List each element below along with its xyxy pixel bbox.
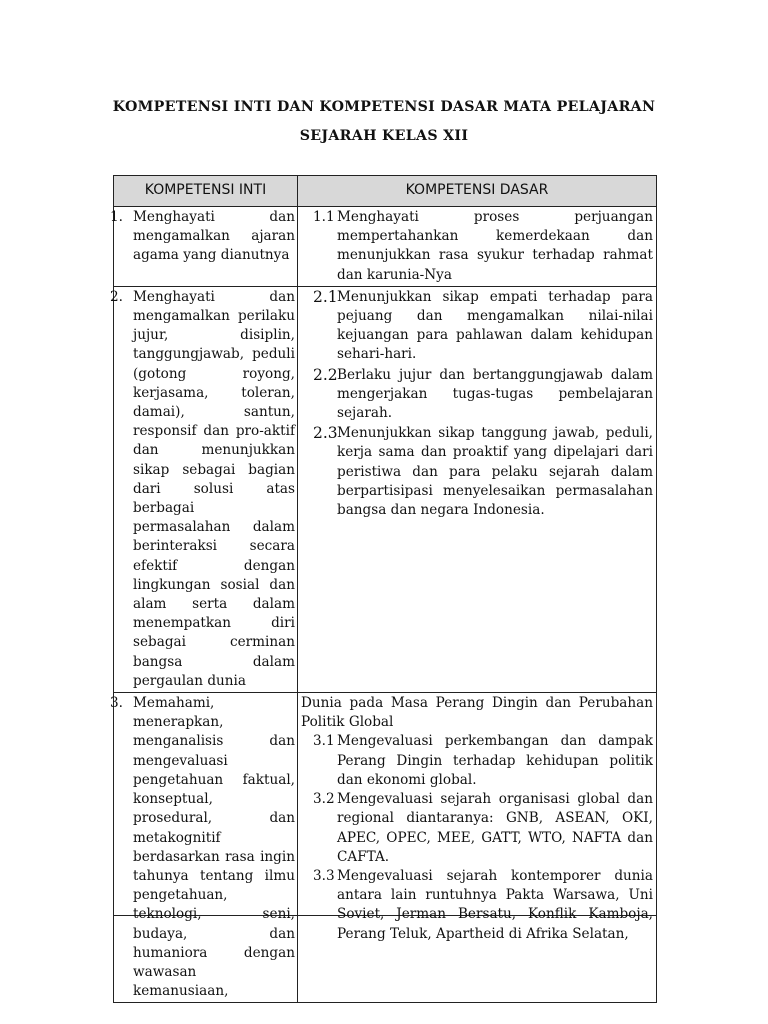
kd-item <box>301 732 653 790</box>
kd-number: 1.1 <box>313 209 335 225</box>
kd-text: Mengevaluasi sejarah kontemporer dunia antara lain runtuhnya Pakta Warsawa, Uni Soviet, Jerman Bersatu, Konflik Kamboja, Perang Teluk, Apartheid di Afrika Selatan, <box>337 867 653 942</box>
ki-cell <box>110 693 298 1003</box>
kd-text: Menghayati proses perjuangan mempertahankan kemerdekaan dan menunjukkan rasa syukur terhadap rahmat dan karunia-Nya <box>337 209 653 283</box>
kd-cell <box>298 693 657 1003</box>
document-title <box>100 93 668 151</box>
table-row <box>114 207 657 287</box>
kd-number: 3.2 <box>313 791 335 808</box>
ki-number: 2. <box>110 288 123 305</box>
kd-section-heading: Dunia pada Masa Perang Dingin dan Perubahan Politik Global <box>301 695 653 731</box>
kd-cell <box>298 207 657 287</box>
table-row <box>114 693 657 1003</box>
ki-cell <box>110 207 298 287</box>
kd-item <box>301 208 653 285</box>
ki-cell <box>110 286 298 692</box>
kd-cell <box>298 286 657 692</box>
kd-text: Mengevaluasi sejarah organisasi global dan regional diantaranya: GNB, ASEAN, OKI, APEC, OPEC, MEE, GATT, WTO, NAFTA dan CAFTA. <box>337 791 653 865</box>
kd-number: 3.3 <box>313 867 335 884</box>
kd-item <box>301 366 653 424</box>
title-line-2: SEJARAH KELAS XII <box>299 128 469 144</box>
kd-text: Menunjukkan sikap tanggung jawab, peduli, kerja sama dan proaktif yang dipelajari dari peristiwa dan para pelaku sejarah dalam berpartisipasi menyelesaikan permasalahan bangsa dan negara Indonesia. <box>337 425 653 519</box>
kd-number: 2.2 <box>313 365 338 384</box>
header-kompetensi-dasar: KOMPETENSI DASAR <box>298 176 657 207</box>
ki-number: 3. <box>110 695 123 712</box>
kd-text: Berlaku jujur dan bertanggungjawab dalam mengerjakan tugas-tugas pembelajaran sejarah. <box>337 366 653 422</box>
kd-text: Menunjukkan sikap empati terhadap para pejuang dan mengamalkan nilai-nilai kejuangan para pahlawan dalam kehidupan sehari-hari. <box>337 288 653 363</box>
kd-item <box>301 424 653 520</box>
ki-number: 1. <box>110 209 123 225</box>
kd-number: 3.1 <box>313 733 335 750</box>
kd-item <box>301 790 653 867</box>
table-header-row <box>114 176 657 207</box>
kd-item <box>301 867 653 944</box>
ki-text: Menghayati dan mengamalkan perilaku jujur, disiplin, tanggungjawab, peduli (gotong royong, kerjasama, toleran, damai), santun, responsif dan pro-aktif dan menunjukkan sikap sebagai bagian dari solusi atas berbagai permasalahan dalam berinteraksi secara efektif dengan lingkungan sosial dan alam serta dalam menempatkan diri sebagai cerminan bangsa dalam pergaulan dunia <box>133 288 295 689</box>
competency-table <box>110 175 657 1003</box>
kd-text: Mengevaluasi perkembangan dan dampak Perang Dingin terhadap kehidupan politik dan ekonomi global. <box>337 733 653 788</box>
kd-number: 2.1 <box>313 287 338 306</box>
title-line-1: KOMPETENSI INTI DAN KOMPETENSI DASAR MATA PELAJARAN <box>112 99 656 115</box>
table-row <box>114 286 657 692</box>
kd-number: 2.3 <box>313 424 338 443</box>
header-kompetensi-inti: KOMPETENSI INTI <box>114 176 298 207</box>
ki-text: Memahami, menerapkan, menganalisis dan mengevaluasi pengetahuan faktual, konseptual, prosedural, dan metakognitif berdasarkan rasa ingin tahunya tentang ilmu pengetahuan, teknologi, seni, budaya, dan humaniora dengan wawasan kemanusiaan, <box>133 695 295 1000</box>
competency-table-wrapper <box>110 175 656 1000</box>
ki-text: Menghayati dan mengamalkan ajaran agama yang dianutnya <box>133 209 295 264</box>
kd-item <box>301 288 653 365</box>
